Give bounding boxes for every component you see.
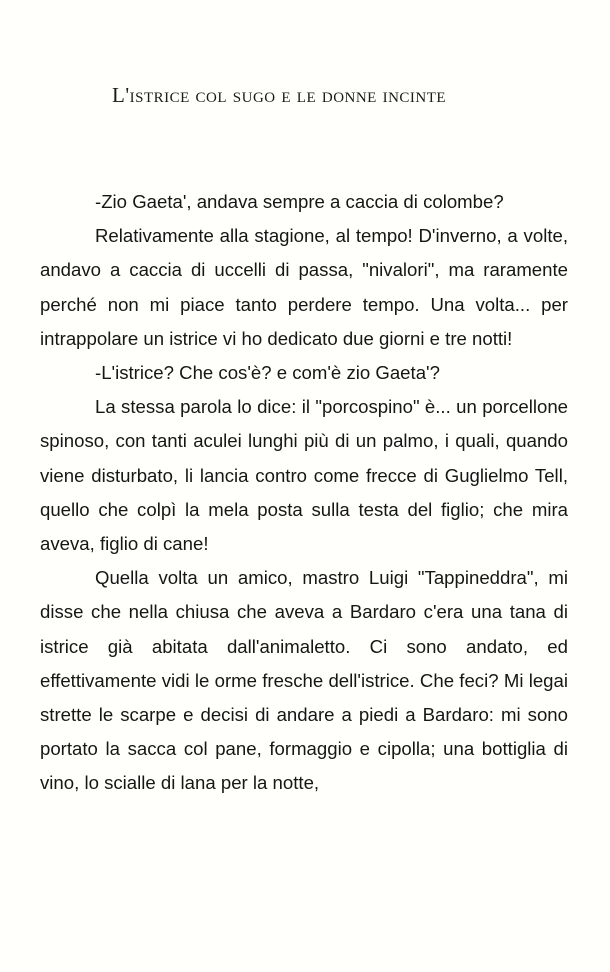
paragraph: Relativamente alla stagione, al tempo! D'inverno, a volte, andavo a caccia di uccelli di passa, "nivalori", ma raramente perché non mi piace tanto perdere tempo. Una volta... per intrappolare un istrice vi ho dedicato due giorni e tre notti! — [40, 225, 568, 349]
chapter-title: L'istrice col sugo e le donne incinte — [112, 83, 447, 107]
paragraph: La stessa parola lo dice: il "porcospino" è... un porcellone spinoso, con tanti aculei lunghi più di un palmo, i quali, quando viene disturbato, li lancia contro come frecce di Guglielmo Tell, quello che colpì la mela posta sulla testa del figlio; che mira aveva, figlio di cane! — [40, 396, 568, 555]
paragraph: Quella volta un amico, mastro Luigi "Tappineddra", mi disse che nella chiusa che aveva a Bardaro c'era una tana di istrice già abitata dall'animaletto. Ci sono andato, ed effettivamente vidi le orme fresche dell'istrice. Che feci? Mi legai strette le scarpe e decisi di andare a piedi a Bardaro: mi sono portato la sacca col pane, formaggio e cipolla; una bottiglia di vino, lo scialle di lana per la notte, — [40, 567, 568, 794]
body-text — [40, 185, 568, 801]
paragraph: -Zio Gaeta', andava sempre a caccia di colombe? — [95, 191, 504, 212]
paragraph: -L'istrice? Che cos'è? e com'è zio Gaeta'? — [95, 362, 440, 384]
